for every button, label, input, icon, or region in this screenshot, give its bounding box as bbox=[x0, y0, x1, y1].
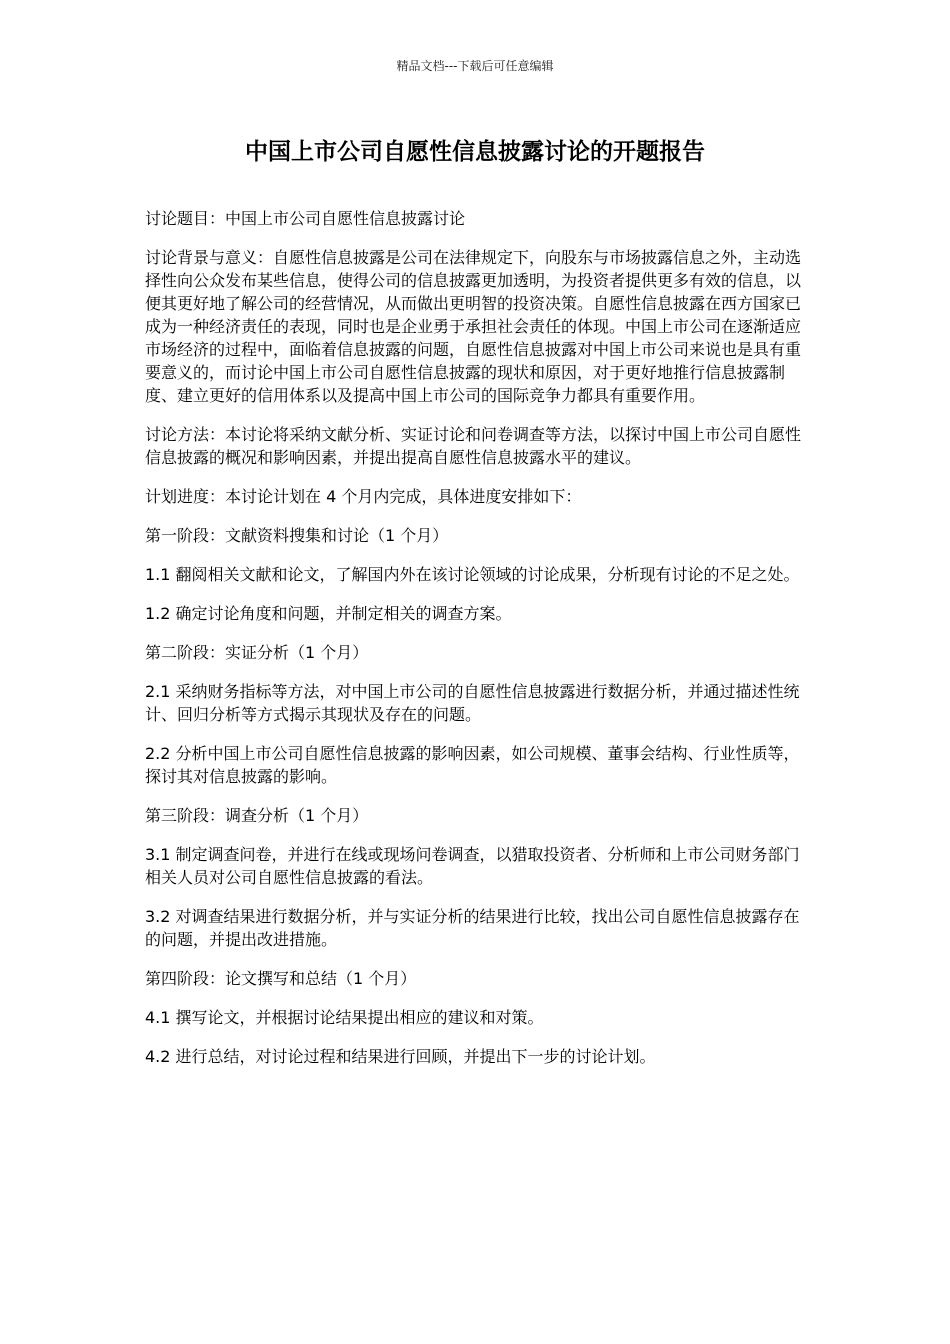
stage-heading-1: 第一阶段：文献资料搜集和讨论（1 个月） bbox=[145, 526, 449, 545]
task-4-1: 4.1 撰写论文，并根据讨论结果提出相应的建议和对策。 bbox=[145, 1008, 544, 1027]
task-4-2: 4.2 进行总结，对讨论过程和结果进行回顾，并提出下一步的讨论计划。 bbox=[145, 1047, 656, 1066]
document-title: 中国上市公司自愿性信息披露讨论的开题报告 bbox=[245, 139, 705, 165]
method-paragraph: 讨论方法：本讨论将采纳文献分析、实证讨论和问卷调查等方法，以探讨中国上市公司自愿性信息披露的概况和影响因素，并提出提高自愿性信息披露水平的建议。 bbox=[145, 425, 802, 467]
document-body bbox=[145, 207, 805, 1084]
stage-heading-4: 第四阶段：论文撰写和总结（1 个月） bbox=[145, 969, 417, 988]
task-2-2: 2.2 分析中国上市公司自愿性信息披露的影响因素，如公司规模、董事会结构、行业性质等，探讨其对信息披露的影响。 bbox=[145, 744, 800, 786]
task-2-1: 2.1 采纳财务指标等方法，对中国上市公司的自愿性信息披露进行数据分析，并通过描述性统计、回归分析等方式揭示其现状及存在的问题。 bbox=[145, 682, 800, 724]
task-1-1: 1.1 翻阅相关文献和论文，了解国内外在该讨论领域的讨论成果，分析现有讨论的不足之处。 bbox=[145, 565, 800, 584]
stage-heading-3: 第三阶段：调查分析（1 个月） bbox=[145, 806, 369, 825]
stage-heading-2: 第二阶段：实证分析（1 个月） bbox=[145, 643, 369, 662]
header-note: 精品文档---下载后可任意编辑 bbox=[396, 59, 554, 73]
task-3-2: 3.2 对调查结果进行数据分析，并与实证分析的结果进行比较，找出公司自愿性信息披露存在的问题，并提出改进措施。 bbox=[145, 907, 800, 949]
research-topic-paragraph: 讨论题目：中国上市公司自愿性信息披露讨论 bbox=[145, 209, 466, 228]
task-1-2: 1.2 确定讨论角度和问题，并制定相关的调查方案。 bbox=[145, 604, 512, 623]
schedule-paragraph: 计划进度：本讨论计划在 4 个月内完成，具体进度安排如下： bbox=[145, 487, 582, 506]
background-paragraph: 讨论背景与意义：自愿性信息披露是公司在法律规定下，向股东与市场披露信息之外，主动选择性向公众发布某些信息，使得公司的信息披露更加透明，为投资者提供更多有效的信息，以便其更好地了解公司的经营情况，从而做出更明智的投资决策。自愿性信息披露在西方国家已成为一种经济责任的表现，同时也是企业勇于承担社会责任的体现。中国上市公司在逐渐适应市场经济的过程中，面临着信息披露的问题，自愿性信息披露对中国上市公司来说也是具有重要意义的，而讨论中国上市公司自愿性信息披露的现状和原因，对于更好地推行信息披露制度、建立更好的信用体系以及提高中国上市公司的国际竞争力都具有重要作用。 bbox=[145, 248, 802, 405]
task-3-1: 3.1 制定调查问卷，并进行在线或现场问卷调查，以猎取投资者、分析师和上市公司财务部门相关人员对公司自愿性信息披露的看法。 bbox=[145, 845, 800, 887]
